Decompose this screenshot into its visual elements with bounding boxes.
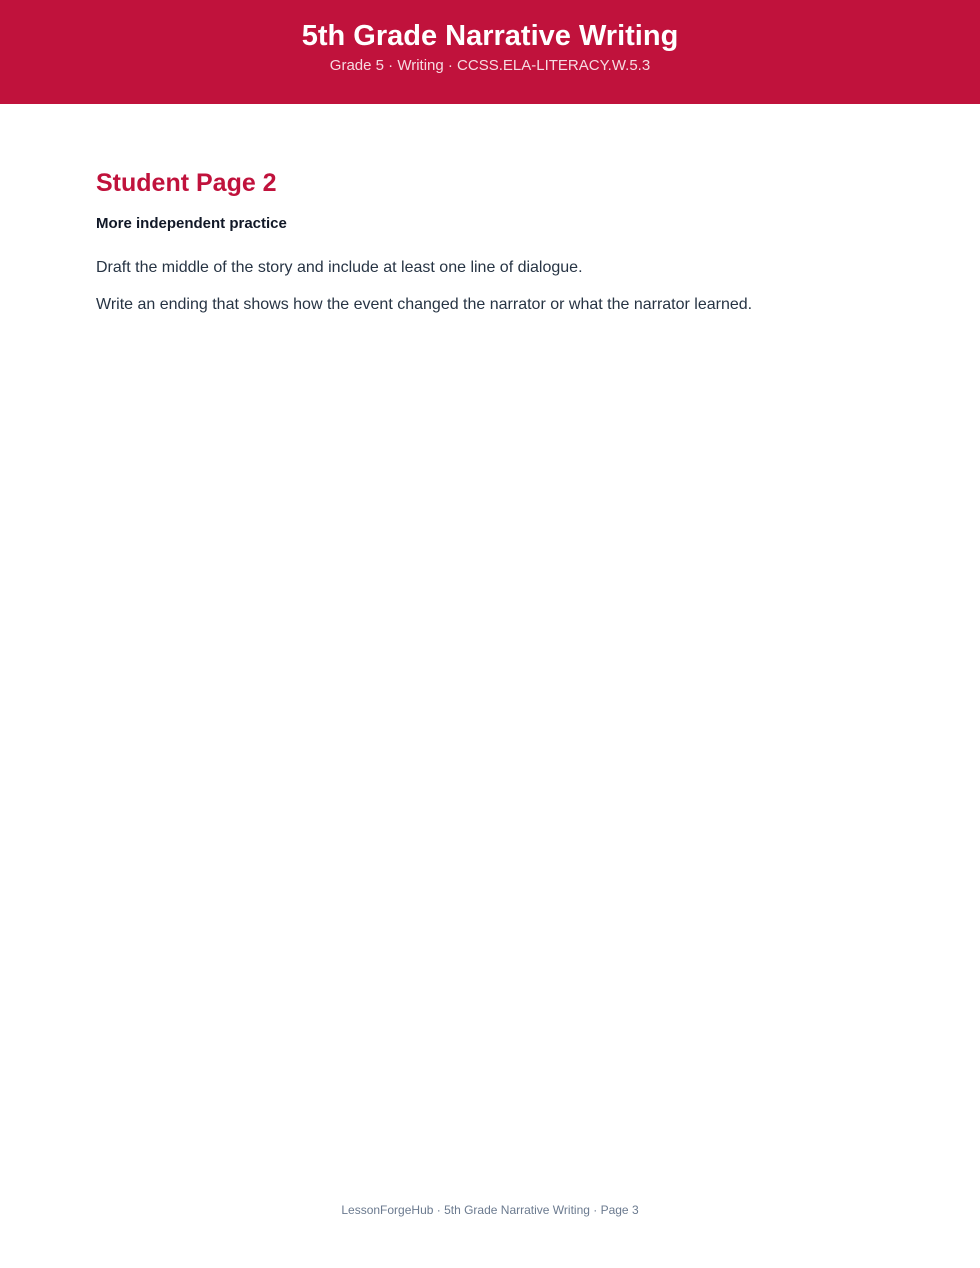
instruction-paragraph: Draft the middle of the story and include at least one line of dialogue. [96, 259, 583, 276]
header-band [0, 0, 980, 104]
instruction-paragraph: Write an ending that shows how the event changed the narrator or what the narrator learned. [96, 296, 753, 313]
section-title: Student Page 2 [96, 169, 277, 197]
document-title: 5th Grade Narrative Writing [301, 20, 679, 52]
section-subtitle: More independent practice [96, 215, 287, 232]
document-subtitle: Grade 5 · Writing · CCSS.ELA-LITERACY.W.5.3 [329, 57, 651, 74]
page-footer: LessonForgeHub · 5th Grade Narrative Writing · Page 3 [341, 1203, 639, 1217]
